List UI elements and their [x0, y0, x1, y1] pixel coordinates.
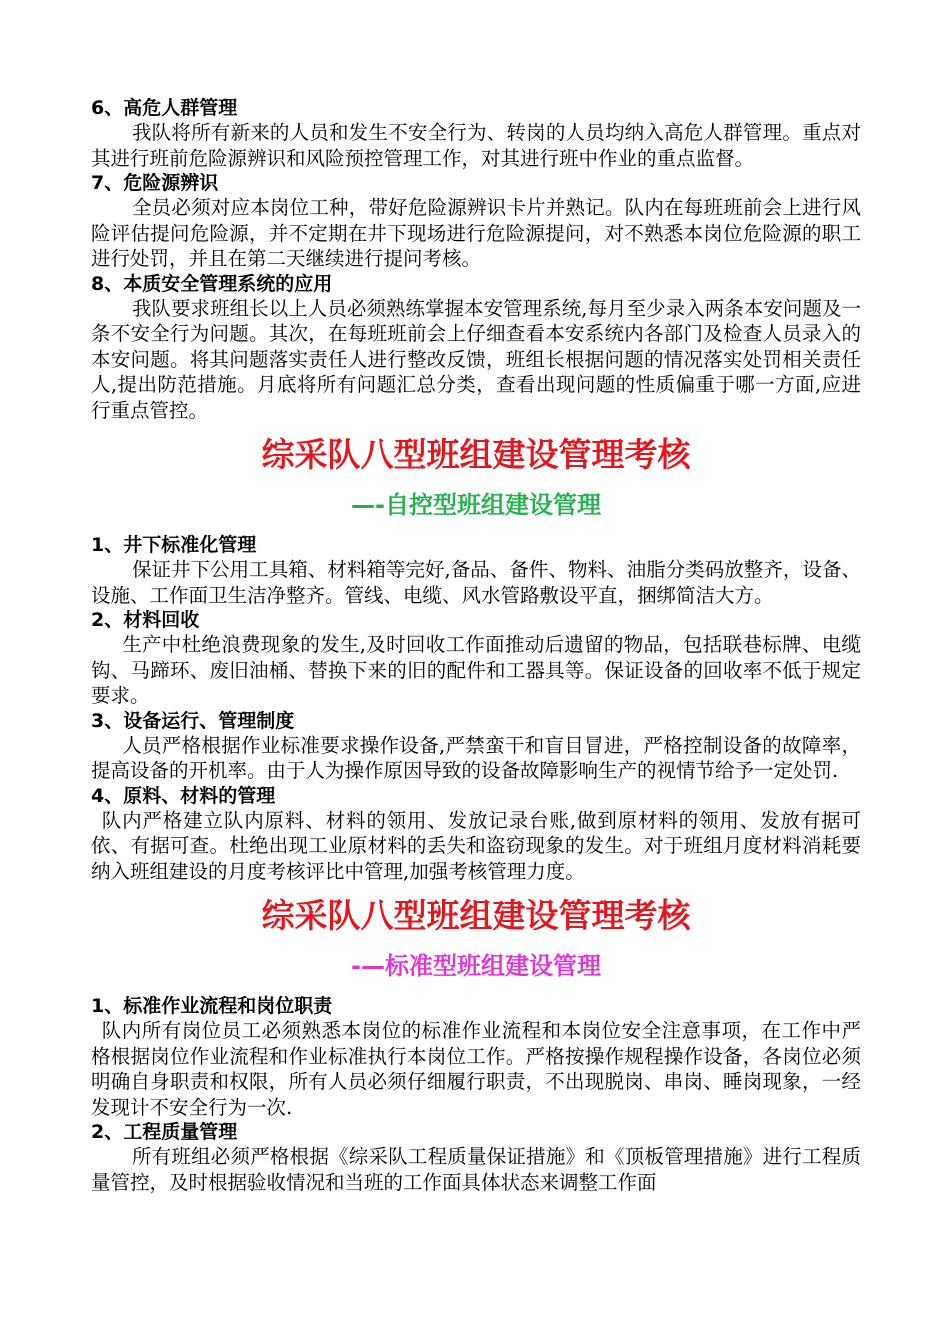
section-6: [91, 96, 861, 171]
section-heading: 6、高危人群管理: [91, 97, 238, 119]
item-heading: 3、设备运行、管理制度: [91, 709, 295, 732]
section-body: 我队将所有新来的人员和发生不安全行为、转岗的人员均纳入高危人群管理。重点对其进行班前危险源辨识和风险预控管理工作，对其进行班中作业的重点监督。: [91, 121, 861, 170]
item-body: 生产中杜绝浪费现象的发生,及时回收工作面推动后遗留的物品，包括联巷标牌、电缆钩、马蹄环、废旧油桶、替换下来的旧的配件和工器具等。保证设备的回收率不低于规定要求。: [91, 633, 861, 707]
block-1-item-2: [91, 608, 861, 709]
block-2-item-1: [91, 994, 861, 1120]
document-page: [91, 96, 861, 1195]
section-heading: 7、危险源辨识: [91, 172, 219, 194]
block-1-title: 综采队八型班组建设管理考核: [261, 435, 691, 474]
item-heading: 4、原料、材料的管理: [91, 784, 276, 807]
block-1-subtitle: —-自控型班组建设管理: [351, 491, 601, 519]
item-body: 队内所有岗位员工必须熟悉本岗位的标准作业流程和本岗位安全注意事项，在工作中严格根据岗位作业流程和作业标准执行本岗位工作。严格按操作规程操作设备，各岗位必须明确自身职责和权限，所有人员必须仔细履行职责，不出现脱岗、串岗、睡岗现象，一经发现计不安全行为一次.: [91, 1019, 861, 1119]
item-body: 保证井下公用工具箱、材料箱等完好,备品、备件、物料、油脂分类码放整齐，设备、设施、工作面卫生洁净整齐。管线、电缆、风水管路敷设平直，捆绑简洁大方。: [91, 558, 861, 607]
item-heading: 1、井下标准化管理: [91, 534, 257, 556]
item-heading: 2、工程质量管理: [91, 1121, 238, 1143]
section-body: 全员必须对应本岗位工种，带好危险源辨识卡片并熟记。队内在每班班前会上进行风险评估提问危险源，并不定期在井下现场进行危险源提问，对不熟悉本岗位危险源的职工进行处罚，并且在第二天继续进行提问考核。: [91, 196, 861, 270]
block-1-item-4: [91, 784, 861, 885]
section-7: [91, 171, 861, 272]
item-heading: 1、标准作业流程和岗位职责: [91, 995, 333, 1017]
block-2-title: 综采队八型班组建设管理考核: [261, 896, 691, 935]
block-1-item-3: [91, 709, 861, 784]
section-body: 我队要求班组长以上人员必须熟练掌握本安管理系统,每月至少录入两条本安问题及一条不安全行为问题。其次，在每班班前会上仔细查看本安系统内各部门及检查人员录入的本安问题。将其问题落实责任人进行整改反馈，班组长根据问题的情况落实处罚相关责任人,提出防范措施。月底将所有问题汇总分类，查看出现问题的性质偏重于哪一方面,应进行重点管控。: [91, 296, 861, 422]
item-body: 人员严格根据作业标准要求操作设备,严禁蛮干和盲目冒进，严格控制设备的故障率，提高设备的开机率。由于人为操作原因导致的设备故障影响生产的视情节给予一定处罚.: [91, 733, 861, 782]
item-body: 队内严格建立队内原料、材料的领用、发放记录台账,做到原材料的领用、发放有据可依、有据可查。杜绝出现工业原材料的丢失和盗窃现象的发生。对于班组月度材料消耗要纳入班组建设的月度考核评比中管理,加强考核管理力度。: [91, 808, 861, 883]
section-heading: 8、本质安全管理系统的应用: [91, 272, 333, 295]
item-heading: 2、材料回收: [91, 609, 200, 631]
section-8: [91, 272, 861, 424]
item-body: 所有班组必须严格根据《综采队工程质量保证措施》和《顶板管理措施》进行工程质量管控，及时根据验收情况和当班的工作面具体状态来调整工作面: [91, 1145, 861, 1194]
block-2-item-2: [91, 1120, 861, 1195]
block-2-subtitle: -—标准型班组建设管理: [351, 952, 601, 980]
block-1-item-1: [91, 533, 861, 608]
